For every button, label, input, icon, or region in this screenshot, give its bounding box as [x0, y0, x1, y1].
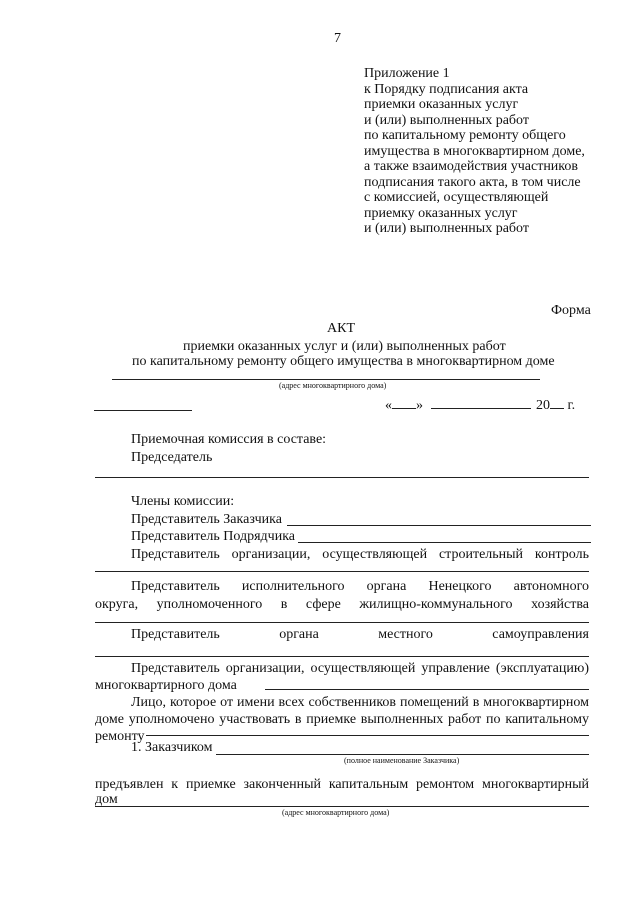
local-rep-line: [95, 656, 589, 657]
address-caption-top: (адрес многоквартирного дома): [279, 381, 387, 390]
form-label: Форма: [551, 303, 591, 318]
act-subtitle-line1: приемки оказанных услуг и (или) выполненных работ: [183, 339, 506, 354]
contractor-rep-label: Представитель Подрядчика: [131, 529, 296, 544]
owners-rep-text: [95, 695, 589, 744]
control-rep-text: Представитель организации, осуществляющей строительный контроль: [131, 547, 589, 562]
chairman-line: [95, 477, 589, 478]
nao-rep-line2: округа, уполномоченного в сфере жилищно-коммунального хозяйства: [95, 597, 589, 612]
date-year-blank: [550, 408, 564, 409]
address-caption-bottom: (адрес многоквартирного дома): [282, 808, 390, 817]
appendix-block: [364, 66, 585, 237]
nao-rep-line1: Представитель исполнительного органа Ненецкого автономного: [131, 579, 589, 594]
appendix-line: приемку оказанных услуг: [364, 205, 518, 221]
customer-name-caption: (полное наименование Заказчика): [344, 756, 460, 765]
owners-line2: доме уполномочено участвовать в приемке выполненных работ по капитальному: [95, 712, 589, 727]
date-year-prefix: 20: [536, 398, 550, 413]
date-quote-close: »: [416, 398, 423, 413]
customer-label: 1. Заказчиком: [131, 740, 213, 755]
page-number: 7: [334, 31, 341, 46]
appendix-line: по капитальному ремонту общего: [364, 128, 566, 143]
appendix-line: имущества в многоквартирном доме,: [364, 143, 585, 159]
date-year-suffix: г.: [567, 398, 576, 413]
management-rep-line: [265, 689, 589, 690]
commission-intro: Приемочная комиссия в составе:: [131, 432, 327, 447]
owners-line1: Лицо, которое от имени всех собственников помещений в многоквартирном: [131, 695, 589, 710]
date-month-blank: [431, 408, 531, 409]
date-block: [385, 398, 575, 413]
appendix-line: приемки оказанных услуг: [364, 97, 519, 112]
contractor-rep-line: [298, 542, 591, 543]
management-line1: Представитель организации, осуществляющей управление (эксплуатацию): [131, 661, 589, 676]
appendix-line: подписания такого акта, в том числе: [364, 174, 581, 190]
appendix-line: и (или) выполненных работ: [364, 221, 529, 236]
appendix-line: к Порядку подписания акта: [364, 81, 529, 97]
act-title: АКТ: [327, 321, 355, 336]
members-label: Члены комиссии:: [131, 494, 235, 509]
chairman-label: Председатель: [131, 450, 213, 465]
appendix-line: Приложение 1: [364, 66, 450, 81]
customer-name-line: [216, 754, 589, 755]
nao-rep-line: [95, 622, 589, 623]
address-line-bottom: [95, 806, 589, 807]
owners-rep-line: [146, 735, 589, 736]
place-line: [94, 410, 192, 411]
customer-rep-label: Представитель Заказчика: [131, 512, 282, 527]
owners-line3: ремонту: [95, 729, 145, 744]
presented-text: предъявлен к приемке законченный капитальным ремонтом многоквартирный дом: [95, 777, 589, 807]
local-rep-text: Представитель органа местного самоуправления: [131, 627, 589, 642]
appendix-line: с комиссией, осуществляющей: [364, 190, 549, 205]
control-rep-line: [95, 571, 589, 572]
customer-rep-line: [287, 525, 591, 526]
date-day-blank: [392, 408, 416, 409]
date-quote-open: «: [385, 398, 392, 413]
nao-rep-text: [95, 579, 589, 612]
act-subtitle-line2: по капитальному ремонту общего имущества в многоквартирном доме: [132, 354, 555, 369]
management-line2: многоквартирного дома: [95, 678, 237, 693]
address-line-top: [112, 379, 540, 380]
appendix-line: а также взаимодействия участников: [364, 159, 578, 174]
appendix-line: и (или) выполненных работ: [364, 112, 529, 128]
